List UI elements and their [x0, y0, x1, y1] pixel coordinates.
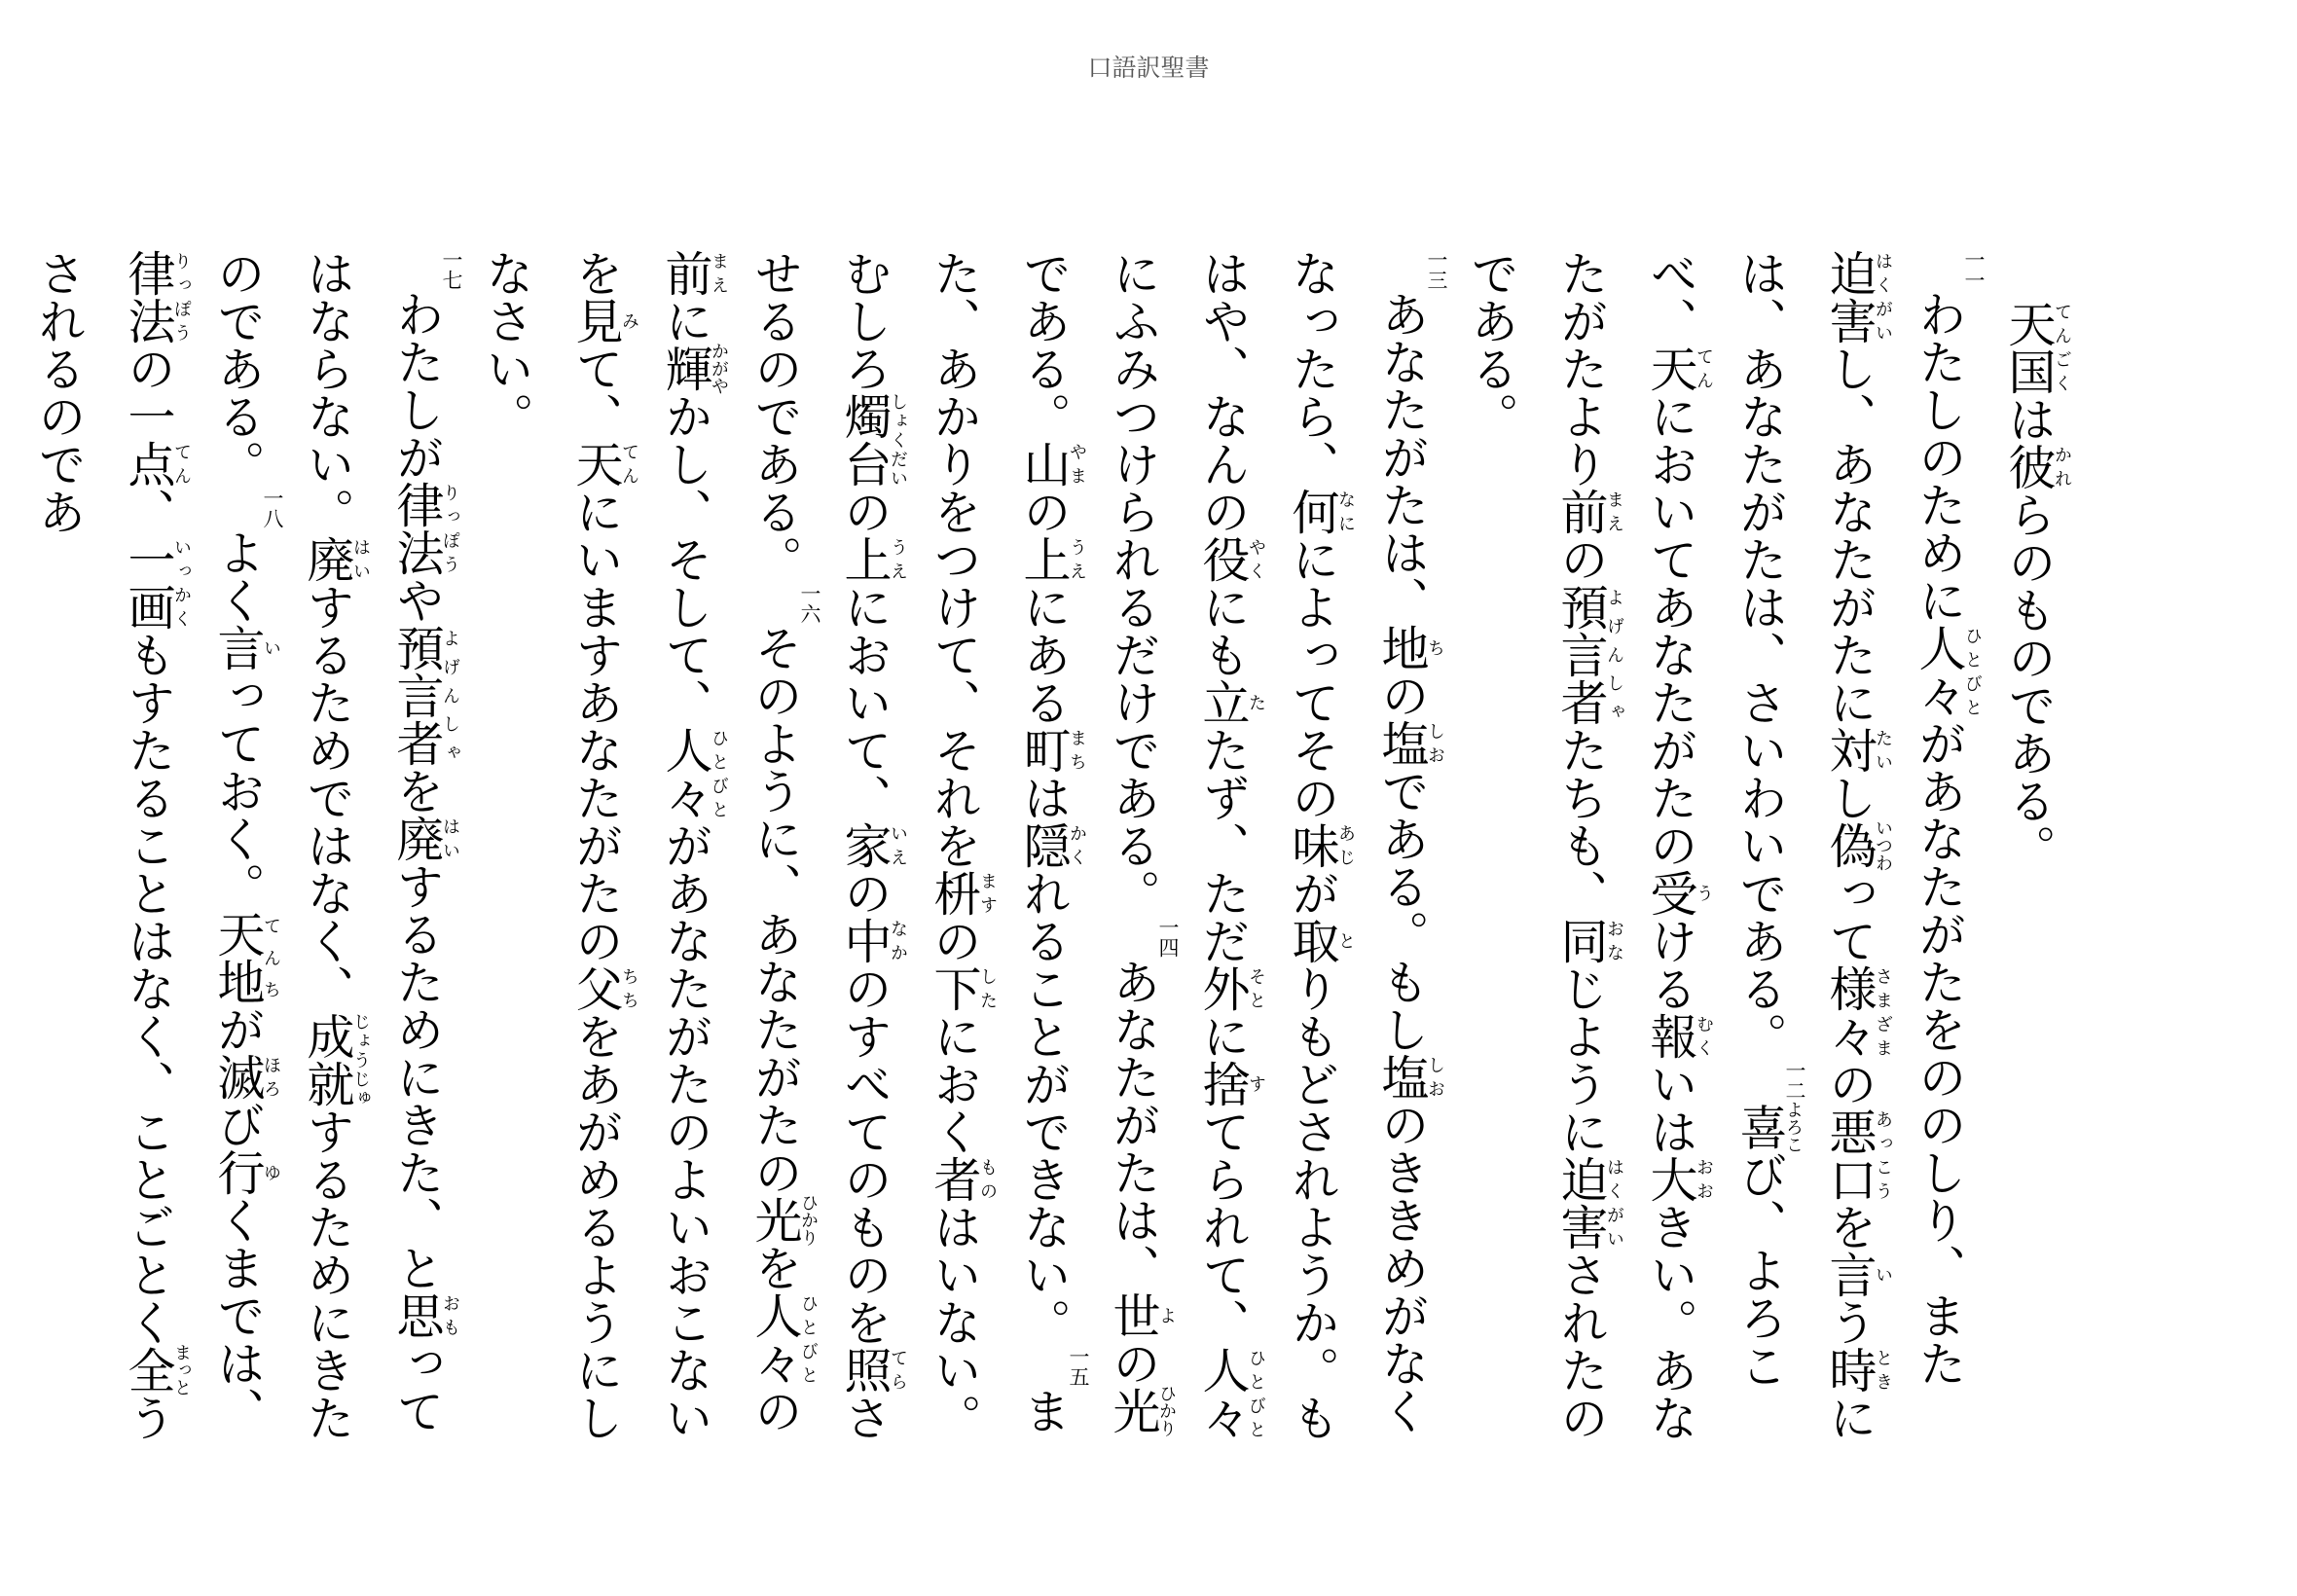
ruby-word: [747, 1193, 819, 1247]
ruby-word: [747, 1291, 819, 1387]
ruby-reading: よろこ: [1783, 1101, 1804, 1153]
text-run: つけられるだけである。: [1106, 392, 1161, 917]
ruby-word: [1016, 535, 1087, 583]
ruby-base: 廃: [300, 535, 355, 583]
ruby-reading: み: [619, 297, 639, 345]
ruby-word: [837, 1346, 908, 1394]
text-run: れることができない。: [1016, 869, 1072, 1346]
text-run: つけて、それを: [927, 535, 982, 869]
ruby-word: [389, 481, 460, 576]
text-run: の: [747, 1387, 803, 1434]
ruby-word: [1822, 818, 1893, 872]
text-run: う: [1822, 1298, 1878, 1346]
ruby-reading: なに: [1335, 488, 1356, 535]
ruby-base: 地: [1374, 624, 1430, 671]
ruby-base: 中: [837, 917, 893, 964]
ruby-reading: あじ: [1335, 821, 1356, 869]
ruby-word: [1822, 964, 1893, 1060]
paragraph-v10-end: [1984, 200, 2073, 1455]
ruby-base: 塩: [1374, 1053, 1430, 1101]
text-run: のすべてのものを: [837, 964, 893, 1346]
text-run: ように、あなたがたの: [747, 719, 803, 1196]
ruby-word: [1643, 1155, 1714, 1203]
ruby-word: [568, 440, 639, 488]
text-run: は: [1016, 774, 1072, 821]
ruby-reading: かれ: [2052, 443, 2072, 490]
text-run: の: [1374, 671, 1430, 719]
ruby-reading: りっぽう: [440, 481, 460, 576]
ruby-base: 律法: [389, 481, 445, 576]
ruby-base: 迫害: [1553, 1155, 1609, 1251]
ruby-base: 光: [747, 1193, 803, 1247]
ruby-word: [568, 964, 639, 1012]
text-run: し、あなたがたに: [1822, 345, 1878, 726]
ruby-base: 立: [1195, 678, 1251, 726]
ruby-word: [1643, 1012, 1714, 1060]
verse-number: 一八: [261, 488, 284, 528]
ruby-word: [837, 392, 908, 488]
ruby-word: [300, 1012, 371, 1107]
text-run: び、よろこべ、: [1643, 249, 1788, 1390]
ruby-word: [1912, 624, 1983, 719]
ruby-word: [927, 869, 998, 917]
ruby-base: 父: [568, 964, 624, 1012]
ruby-reading: ゆ: [261, 1148, 281, 1196]
ruby-word: [1553, 488, 1624, 535]
text-run: び: [210, 1101, 266, 1148]
ruby-reading: じょうじゅ: [350, 1012, 371, 1107]
ruby-reading: あっこう: [1873, 1107, 1893, 1203]
ruby-reading: おも: [440, 1291, 460, 1339]
ruby-base: 前: [1553, 488, 1609, 535]
ruby-base: 彼: [2001, 443, 2057, 490]
text-run: らのものである。: [2001, 490, 2057, 872]
ruby-base: 偽: [1822, 818, 1878, 872]
text-run: に: [1195, 1012, 1251, 1060]
ruby-reading: よげんしゃ: [1604, 583, 1624, 726]
text-run: の: [837, 869, 893, 917]
ruby-base: 役: [1195, 535, 1251, 583]
text-run: たず、ただ: [1195, 726, 1251, 964]
text-run: の: [1553, 535, 1609, 583]
paragraph-v11: [1446, 200, 1984, 1455]
text-run: りもどされようか。もは: [1195, 249, 1340, 1441]
text-run: の一: [121, 345, 176, 440]
text-run: あなたがたは、: [1106, 958, 1161, 1291]
ruby-reading: いっかく: [171, 535, 192, 631]
ruby-base: 点: [121, 440, 176, 488]
ruby-reading: い: [261, 624, 281, 671]
text-run: や: [389, 576, 445, 624]
ruby-reading: てん: [1694, 345, 1714, 392]
text-run: っておく。: [210, 671, 266, 910]
text-run: その: [747, 624, 803, 719]
text-run: じように: [1553, 964, 1609, 1155]
text-run: するためではなく、: [300, 583, 355, 1012]
text-run: あなたがたの: [1643, 583, 1698, 869]
ruby-reading: た: [1246, 678, 1266, 726]
ruby-word: [658, 342, 729, 395]
ruby-word: [1195, 1060, 1266, 1107]
text-run: のききめがなく: [1374, 1101, 1430, 1434]
ruby-base: 喜: [1732, 1101, 1788, 1153]
text-run: もすたることはなく、ことごとく: [121, 631, 176, 1346]
ruby-word: [1195, 964, 1266, 1012]
ruby-reading: しお: [1425, 719, 1445, 767]
ruby-reading: しょくだい: [888, 392, 908, 488]
ruby-reading: おな: [1604, 917, 1624, 964]
ruby-reading: うえ: [888, 535, 908, 583]
ruby-reading: まえ: [709, 249, 729, 297]
ruby-base: 山: [1016, 440, 1072, 488]
ruby-word: [1553, 1155, 1624, 1251]
ruby-reading: もの: [977, 1155, 998, 1203]
text-run: をあがめるようにしなさい。: [479, 249, 624, 1441]
ruby-base: 光: [1106, 1384, 1161, 1437]
ruby-word: [2001, 443, 2072, 490]
ruby-reading: たい: [1873, 726, 1893, 774]
ruby-base: 思: [389, 1291, 445, 1339]
text-run: である。もし: [1374, 767, 1430, 1053]
ruby-word: [1643, 869, 1714, 917]
ruby-word: [389, 1291, 460, 1339]
text-run: かし、そして、: [658, 392, 713, 726]
ruby-reading: はい: [440, 815, 460, 862]
ruby-reading: はくがい: [1873, 249, 1893, 345]
ruby-base: 上: [837, 535, 893, 583]
text-run: にふみ: [1106, 249, 1161, 392]
ruby-reading: ひとびと: [709, 726, 729, 821]
ruby-word: [121, 249, 192, 345]
ruby-base: 一画: [121, 535, 176, 631]
ruby-word: [1285, 821, 1356, 869]
ruby-reading: ほろ: [261, 1053, 281, 1101]
text-run: である。: [1016, 249, 1072, 440]
ruby-base: 前: [658, 249, 713, 297]
ruby-base: 上: [1016, 535, 1072, 583]
ruby-word: [1732, 1101, 1804, 1153]
ruby-word: [1822, 249, 1893, 345]
ruby-base: 見: [568, 297, 624, 345]
text-run: にいますあなた: [568, 488, 624, 821]
ruby-word: [210, 624, 281, 671]
ruby-word: [1106, 1384, 1177, 1437]
ruby-word: [389, 815, 460, 862]
text-run: するためにきた、と: [389, 862, 445, 1291]
text-run: を: [747, 1244, 803, 1291]
text-run: また、あかりを: [927, 249, 1072, 1434]
text-run: てられて、: [1195, 1107, 1251, 1346]
ruby-reading: ます: [977, 869, 998, 917]
ruby-word: [837, 821, 908, 869]
ruby-reading: てん: [171, 440, 192, 488]
ruby-word: [1195, 535, 1266, 583]
ruby-reading: まえ: [1604, 488, 1624, 535]
text-run: はいない。むしろ: [837, 249, 982, 1441]
verse-number: 一一: [1962, 249, 1986, 290]
ruby-reading: いえ: [888, 821, 908, 869]
ruby-word: [1374, 719, 1445, 767]
ruby-reading: うえ: [1067, 535, 1087, 583]
ruby-word: [121, 1343, 192, 1396]
ruby-base: 輝: [658, 342, 713, 395]
ruby-reading: まち: [1067, 726, 1087, 774]
ruby-reading: はい: [350, 535, 371, 583]
text-run: には、あなたがたは、さいわいである。: [1732, 249, 1878, 1441]
text-run: し: [1822, 774, 1878, 821]
ruby-base: 迫害: [1822, 249, 1878, 345]
text-run: きい。あなたがたより: [1553, 249, 1698, 1441]
ruby-base: 取: [1285, 917, 1340, 964]
ruby-word: [658, 726, 729, 821]
ruby-reading: ひとびと: [1962, 624, 1983, 719]
ruby-reading: そと: [1246, 964, 1266, 1012]
ruby-reading: ち: [1425, 624, 1445, 671]
ruby-word: [1374, 624, 1445, 671]
ruby-reading: す: [1246, 1060, 1266, 1107]
ruby-base: 報: [1643, 1012, 1698, 1060]
ruby-word: [1106, 1291, 1177, 1339]
ruby-word: [210, 910, 281, 1005]
text-run: は: [2001, 395, 2057, 443]
text-run: の: [1016, 488, 1072, 535]
ruby-word: [658, 249, 729, 297]
ruby-base: 預言者: [389, 624, 445, 767]
text-run: が: [1285, 869, 1340, 917]
text-run: って: [1822, 869, 1878, 964]
text-run: よく: [210, 528, 266, 624]
text-run: が: [210, 1005, 266, 1053]
ruby-base: 同: [1553, 917, 1609, 964]
ruby-word: [1822, 1346, 1893, 1394]
ruby-reading: てんち: [261, 910, 281, 1005]
ruby-base: 天: [568, 440, 624, 488]
ruby-reading: ひとびと: [798, 1291, 819, 1387]
ruby-reading: ひかり: [1156, 1384, 1177, 1437]
ruby-base: 世: [1106, 1291, 1161, 1339]
ruby-word: [121, 535, 192, 631]
ruby-base: 言: [210, 624, 266, 671]
ruby-base: 廃: [389, 815, 445, 862]
text-run: たちも、: [1553, 726, 1609, 917]
verse-number: 一六: [798, 583, 821, 624]
ruby-base: 受: [1643, 869, 1698, 917]
ruby-reading: りっぽう: [171, 249, 192, 345]
ruby-base: 家: [837, 821, 893, 869]
ruby-reading: てら: [888, 1346, 908, 1394]
ruby-base: 行: [210, 1148, 266, 1196]
text-run: によってその: [1285, 535, 1340, 821]
verse-number: 一七: [440, 249, 463, 290]
ruby-reading: てん: [619, 440, 639, 488]
ruby-word: [1822, 1107, 1893, 1203]
ruby-base: 町: [1016, 726, 1072, 774]
text-run: の: [837, 488, 893, 535]
ruby-word: [1374, 1053, 1445, 1101]
ruby-base: 悪口: [1822, 1107, 1878, 1203]
ruby-base: 対: [1822, 726, 1878, 774]
text-run: いは: [1643, 1060, 1698, 1155]
text-run: 、: [121, 488, 176, 535]
text-run: におく: [927, 1012, 982, 1155]
text-run: するためにきたのであ: [210, 249, 355, 1441]
text-run: ける: [1643, 917, 1698, 1012]
ruby-word: [1016, 440, 1087, 488]
ruby-reading: と: [1335, 917, 1356, 964]
text-run: の: [1106, 1339, 1161, 1387]
verse-number: 一三: [1425, 249, 1448, 290]
ruby-reading: ひかり: [798, 1193, 819, 1247]
text-run: の: [1822, 1060, 1878, 1107]
ruby-base: 天国: [2001, 300, 2057, 395]
text-run: っては: [300, 249, 445, 1434]
ruby-reading: う: [1694, 869, 1714, 917]
passage-text: [31, 200, 2073, 1455]
ruby-word: [1553, 583, 1624, 726]
paragraph-v17: [14, 200, 461, 1455]
ruby-word: [1643, 345, 1714, 392]
ruby-reading: い: [1873, 1251, 1893, 1298]
ruby-base: 律法: [121, 249, 176, 345]
ruby-word: [1195, 678, 1266, 726]
ruby-word: [1285, 488, 1356, 535]
text-run: わたしが: [389, 290, 445, 481]
ruby-base: 預言者: [1553, 583, 1609, 726]
ruby-base: 何: [1285, 488, 1340, 535]
ruby-base: 下: [927, 964, 982, 1012]
ruby-reading: しお: [1425, 1053, 1445, 1101]
ruby-word: [927, 1155, 998, 1203]
ruby-base: 塩: [1374, 719, 1430, 767]
page-header: 口語訳聖書: [1087, 54, 1210, 82]
text-run: があなたがたをののしり、また: [1912, 719, 1967, 1387]
ruby-reading: ちち: [619, 964, 639, 1012]
ruby-reading: てんごく: [2052, 300, 2072, 395]
ruby-word: [568, 297, 639, 345]
text-run: ならない。: [300, 297, 355, 535]
ruby-base: 大: [1643, 1155, 1698, 1203]
ruby-base: 時: [1822, 1346, 1878, 1394]
ruby-base: 人々: [1195, 1346, 1251, 1441]
ruby-reading: さまざま: [1873, 964, 1893, 1060]
ruby-reading: とき: [1873, 1346, 1893, 1394]
ruby-base: 照: [837, 1346, 893, 1394]
ruby-word: [1822, 726, 1893, 774]
ruby-word: [1195, 1346, 1266, 1441]
text-run: なったら、: [1285, 249, 1340, 488]
ruby-base: 成就: [300, 1012, 355, 1107]
ruby-word: [1016, 726, 1087, 774]
ruby-reading: まっと: [171, 1343, 192, 1396]
ruby-reading: むく: [1694, 1012, 1714, 1060]
ruby-reading: はくがい: [1604, 1155, 1624, 1251]
ruby-base: 隠: [1016, 821, 1072, 869]
ruby-word: [1285, 917, 1356, 964]
text-run: されたのである。: [1464, 249, 1609, 1441]
text-run: わたしのために: [1912, 290, 1967, 624]
ruby-word: [389, 624, 460, 767]
text-run: の: [927, 917, 982, 964]
ruby-word: [927, 964, 998, 1012]
ruby-base: 言: [1822, 1251, 1878, 1298]
text-run: や、なんの: [1195, 297, 1251, 535]
text-run: に: [658, 297, 713, 345]
ruby-reading: かがや: [709, 342, 729, 395]
text-run: させるのである。: [747, 249, 893, 1441]
ruby-base: 人々: [747, 1291, 803, 1387]
ruby-word: [1822, 1251, 1893, 1298]
ruby-reading: かく: [1067, 821, 1087, 869]
verse-number: 一五: [1067, 1346, 1090, 1387]
text-run: がたの: [568, 821, 624, 964]
ruby-base: 捨: [1195, 1060, 1251, 1107]
ruby-word: [121, 440, 192, 488]
text-run: あなたがたは、: [1374, 290, 1430, 624]
text-run: に: [837, 583, 893, 631]
paragraph-v13: [461, 200, 1446, 1455]
ruby-base: 天地: [210, 910, 266, 1005]
ruby-word: [837, 535, 908, 583]
ruby-reading: なか: [888, 917, 908, 964]
text-run: にある: [1016, 583, 1072, 726]
ruby-base: 全: [121, 1343, 176, 1396]
ruby-reading: ひとびと: [1246, 1346, 1266, 1441]
ruby-base: 外: [1195, 964, 1251, 1012]
ruby-base: 様々: [1822, 964, 1878, 1060]
text-run: る。: [210, 392, 266, 488]
text-run: を: [389, 767, 445, 815]
ruby-base: 枡: [927, 869, 982, 917]
ruby-reading: いつわ: [1873, 818, 1893, 872]
text-run: おいて、: [837, 631, 893, 821]
text-run: うされるのであ: [31, 249, 176, 1441]
ruby-word: [1016, 821, 1087, 869]
ruby-base: 味: [1285, 821, 1340, 869]
ruby-base: 人々: [658, 726, 713, 821]
text-run: を: [1822, 1203, 1878, 1251]
ruby-word: [2001, 300, 2072, 395]
text-run: があなたがたのよいおこないを: [568, 249, 713, 1441]
text-run: て、: [568, 345, 624, 440]
ruby-reading: した: [977, 964, 998, 1012]
text-run: にも: [1195, 583, 1251, 678]
ruby-word: [210, 1148, 281, 1196]
ruby-word: [210, 1053, 281, 1101]
ruby-reading: よ: [1156, 1291, 1177, 1339]
text-run: において: [1643, 392, 1698, 583]
ruby-word: [1553, 917, 1624, 964]
ruby-base: 天: [1643, 345, 1698, 392]
ruby-base: 滅: [210, 1053, 266, 1101]
ruby-reading: やま: [1067, 440, 1087, 488]
ruby-reading: おお: [1694, 1155, 1714, 1203]
text-run: くまでは、: [210, 1196, 266, 1434]
ruby-base: 者: [927, 1155, 982, 1203]
ruby-word: [300, 535, 371, 583]
ruby-word: [837, 917, 908, 964]
verse-number: 一四: [1156, 917, 1180, 958]
ruby-base: 燭台: [837, 392, 893, 488]
ruby-base: 人々: [1912, 624, 1967, 719]
ruby-reading: よげんしゃ: [440, 624, 460, 767]
ruby-reading: やく: [1246, 535, 1266, 583]
verse-number: 一二: [1783, 1060, 1806, 1101]
